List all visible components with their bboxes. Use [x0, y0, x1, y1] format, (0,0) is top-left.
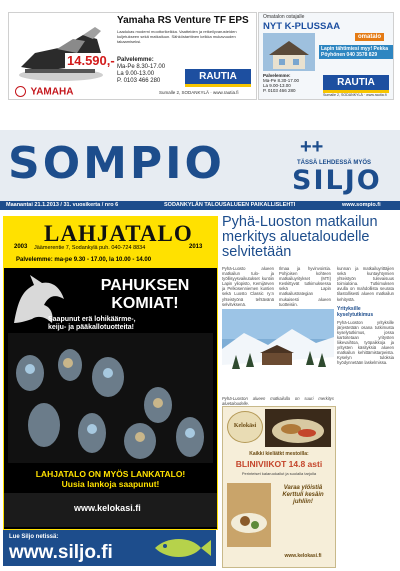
- kelokasi-brand: Kelokäsi: [233, 423, 257, 429]
- omatalo-hours-line: Ma-Pe 8.30-17.00: [263, 78, 300, 83]
- issue-date: Maanantai 21.1.2013 / 31. vuosikerta / nro 6: [6, 202, 119, 208]
- yamaha-ad-description: Laadukas moderni moottorikelkka. Vaatteiden ja retkeilyvarusteiden kuljetukseen sekä matkailuun. Sähköstarttinen kelkka mukavuuden takaamiseksi.: [117, 29, 237, 44]
- lahjatalo-headline: PAHUKSEN KOMIAT!: [100, 277, 190, 312]
- lahjatalo-hours: Palvelemme: ma-pe 9.30 - 17.00, la 10.00 - 14.00: [16, 257, 152, 263]
- omatalo-brand: omatalo: [355, 33, 384, 41]
- siljo-ad[interactable]: [3, 530, 216, 566]
- yamaha-price: 14.590,-: [67, 53, 115, 68]
- kelokasi-logo: [227, 411, 263, 443]
- kelokasi-sub: Perinteiset kalaruokailut ja suolalla tarjolla: [241, 471, 317, 476]
- lunch-photo: [227, 483, 271, 547]
- kelokasi-website[interactable]: www.kelokasi.fi: [284, 553, 322, 559]
- article-column-1: Pyhä-Luosto alueen matkailun tulo- ja työllisyysvaikutukset kuntiin Lapin yliopisto, Kemijärven ja Pelkosenniemen kuntien sekä Luosto Classic ry:n yhteistyönä tehtävänä selvityksenä.: [222, 266, 274, 306]
- yamaha-hours: [117, 57, 177, 85]
- fish-logo-icon: [151, 536, 211, 560]
- website-link[interactable]: www.sompio.fi: [342, 202, 381, 208]
- lahjatalo-year-left: 2003: [14, 244, 28, 250]
- lahjatalo-web-bar: [4, 493, 217, 527]
- article-column-2: Ilmaa ja hyvinvointia. Pohjoisen kohteen matkailuyritykset (MTI) Keskittyvät tutkimuksessa sekä Lapin matkailustrategian mukaisesti alueen tuotteisiin.: [279, 266, 331, 306]
- kelokasi-headline: Kaikki kieliätkt mestoilla:: [249, 451, 309, 457]
- masthead-title: SOMPIO: [8, 138, 225, 189]
- lahjatalo-body: [48, 316, 168, 332]
- lahjatalo-footer-line: Uusia lankoja saapunut!: [61, 479, 160, 489]
- yamaha-hours-line: La 9.00-13.00: [117, 71, 155, 77]
- lahjatalo-footer-line: LAHJATALO ON MYÖS LANKATALO!: [35, 469, 186, 479]
- yamaha-logo: [15, 83, 73, 100]
- omatalo-ad[interactable]: [258, 12, 394, 100]
- omatalo-rautia-logo: [323, 75, 389, 93]
- figurines-image: [8, 333, 213, 463]
- yamaha-brand-text: YAMAHA: [30, 86, 74, 98]
- masthead-tagline: TÄSSÄ LEHDESSÄ MYÖS: [297, 160, 372, 166]
- lahjatalo-footer: [4, 469, 217, 489]
- lahjatalo-website[interactable]: www.kelokasi.fi: [74, 503, 141, 513]
- article-headline: Pyhä-Luoston matkailun merkitys aluetaloudelle selvitetään: [222, 214, 378, 260]
- rautia-logo-bar: [185, 84, 251, 87]
- omatalo-title: Omatalon ostajalle: [263, 14, 305, 20]
- masthead: [0, 130, 400, 201]
- yamaha-hours-title: Palvelemme:: [117, 57, 154, 63]
- masthead-infobar: [0, 201, 400, 210]
- kelokasi-ad[interactable]: [222, 406, 336, 568]
- house-image: [263, 33, 315, 71]
- article-subheading: Yrityksille kyselytutkimus: [337, 305, 374, 318]
- lahjatalo-body-line: keiju- ja pääkallotuotteita!: [48, 324, 134, 331]
- lahjatalo-body-line: Saapunut erä lohikäärme-,: [48, 316, 136, 323]
- rautia-logo-text: RAUTIA: [323, 75, 389, 90]
- lahjatalo-year-right: 2013: [189, 244, 203, 250]
- omatalo-hours: [263, 73, 323, 93]
- lahjatalo-header: [4, 217, 217, 268]
- article-photo: [222, 309, 334, 394]
- omatalo-hours-title: Palvelemme:: [263, 73, 291, 78]
- masthead-subtitle: SILJO: [292, 165, 382, 196]
- kelokasi-promo: Varaa ylöistiä Kerttuli kesäin juhliin!: [282, 485, 324, 505]
- yamaha-ad[interactable]: [8, 12, 257, 100]
- paper-description: SODANKYLÄN TALOUSALUEEN PAIKALLISLEHTI: [164, 202, 296, 208]
- omatalo-phone: P. 0103 466 280: [263, 88, 296, 93]
- lahjatalo-ad[interactable]: [3, 216, 218, 530]
- article-column-3b: Pyhä-Luoston yrityksille järjestetään osana tutkimusta kyselytutkimus, jossa kartoitetaan yritysten liikevaihtoa, työpaikkoja ja yritysten käsityksiä alueen matkailun kehittämistarpeista. Kyselyn tuloksia hyödynnetään laskelmissa.: [337, 319, 394, 366]
- rautia-logo-text: RAUTIA: [185, 69, 251, 84]
- article-photo-caption: Pyhä-Luoston alueen matkailulla on suuri merkitys aluetaloudelle.: [222, 396, 334, 407]
- siljo-ad-label: Lue Siljo netissä:: [9, 534, 59, 540]
- article-column-3: kunnan ja matkailuyrittäjien sekä kuntayhtymien yhteistyön tulevaisuus toimialoina. Tutkimuksen avulla on mahdollista seurata tilastollisesti alueen matkailun kehitystä.: [337, 266, 394, 302]
- yamaha-phone: P. 0103 466 280: [117, 78, 161, 84]
- yamaha-hours-line: Ma-Pe 8.30-17.00: [117, 64, 166, 70]
- food-image: [265, 409, 331, 447]
- masthead-plus: ++: [300, 136, 324, 158]
- article-right-column: [337, 266, 394, 566]
- kelokasi-offer: BLINIVIIKOT 14.8 asti: [235, 459, 323, 469]
- omatalo-promo: Lapin tähtimiesi myy! Pekka Pöyhönen 040 3578 829: [319, 45, 393, 59]
- lahjatalo-name: LAHJATALO: [44, 221, 193, 246]
- yamaha-logo-icon: [15, 86, 26, 97]
- omatalo-headline: NYT K-PLUSSAA: [263, 21, 341, 32]
- omatalo-address: Sumalle 2, SODANKYLÄ · www.rautia.fi: [323, 93, 387, 97]
- yamaha-rautia-logo: [185, 69, 251, 87]
- lahjatalo-address: Jäämerentie 7, Sodankylä puh. 040-724 8834: [34, 245, 146, 251]
- yamaha-address: Sumalle 2, SODANKYLÄ · www.rautia.fi: [159, 90, 239, 95]
- siljo-ad-url[interactable]: www.siljo.fi: [9, 542, 113, 563]
- yamaha-ad-title: Yamaha RS Venture TF EPS: [117, 15, 249, 26]
- omatalo-hours-line: La 9.00-13.00: [263, 83, 291, 88]
